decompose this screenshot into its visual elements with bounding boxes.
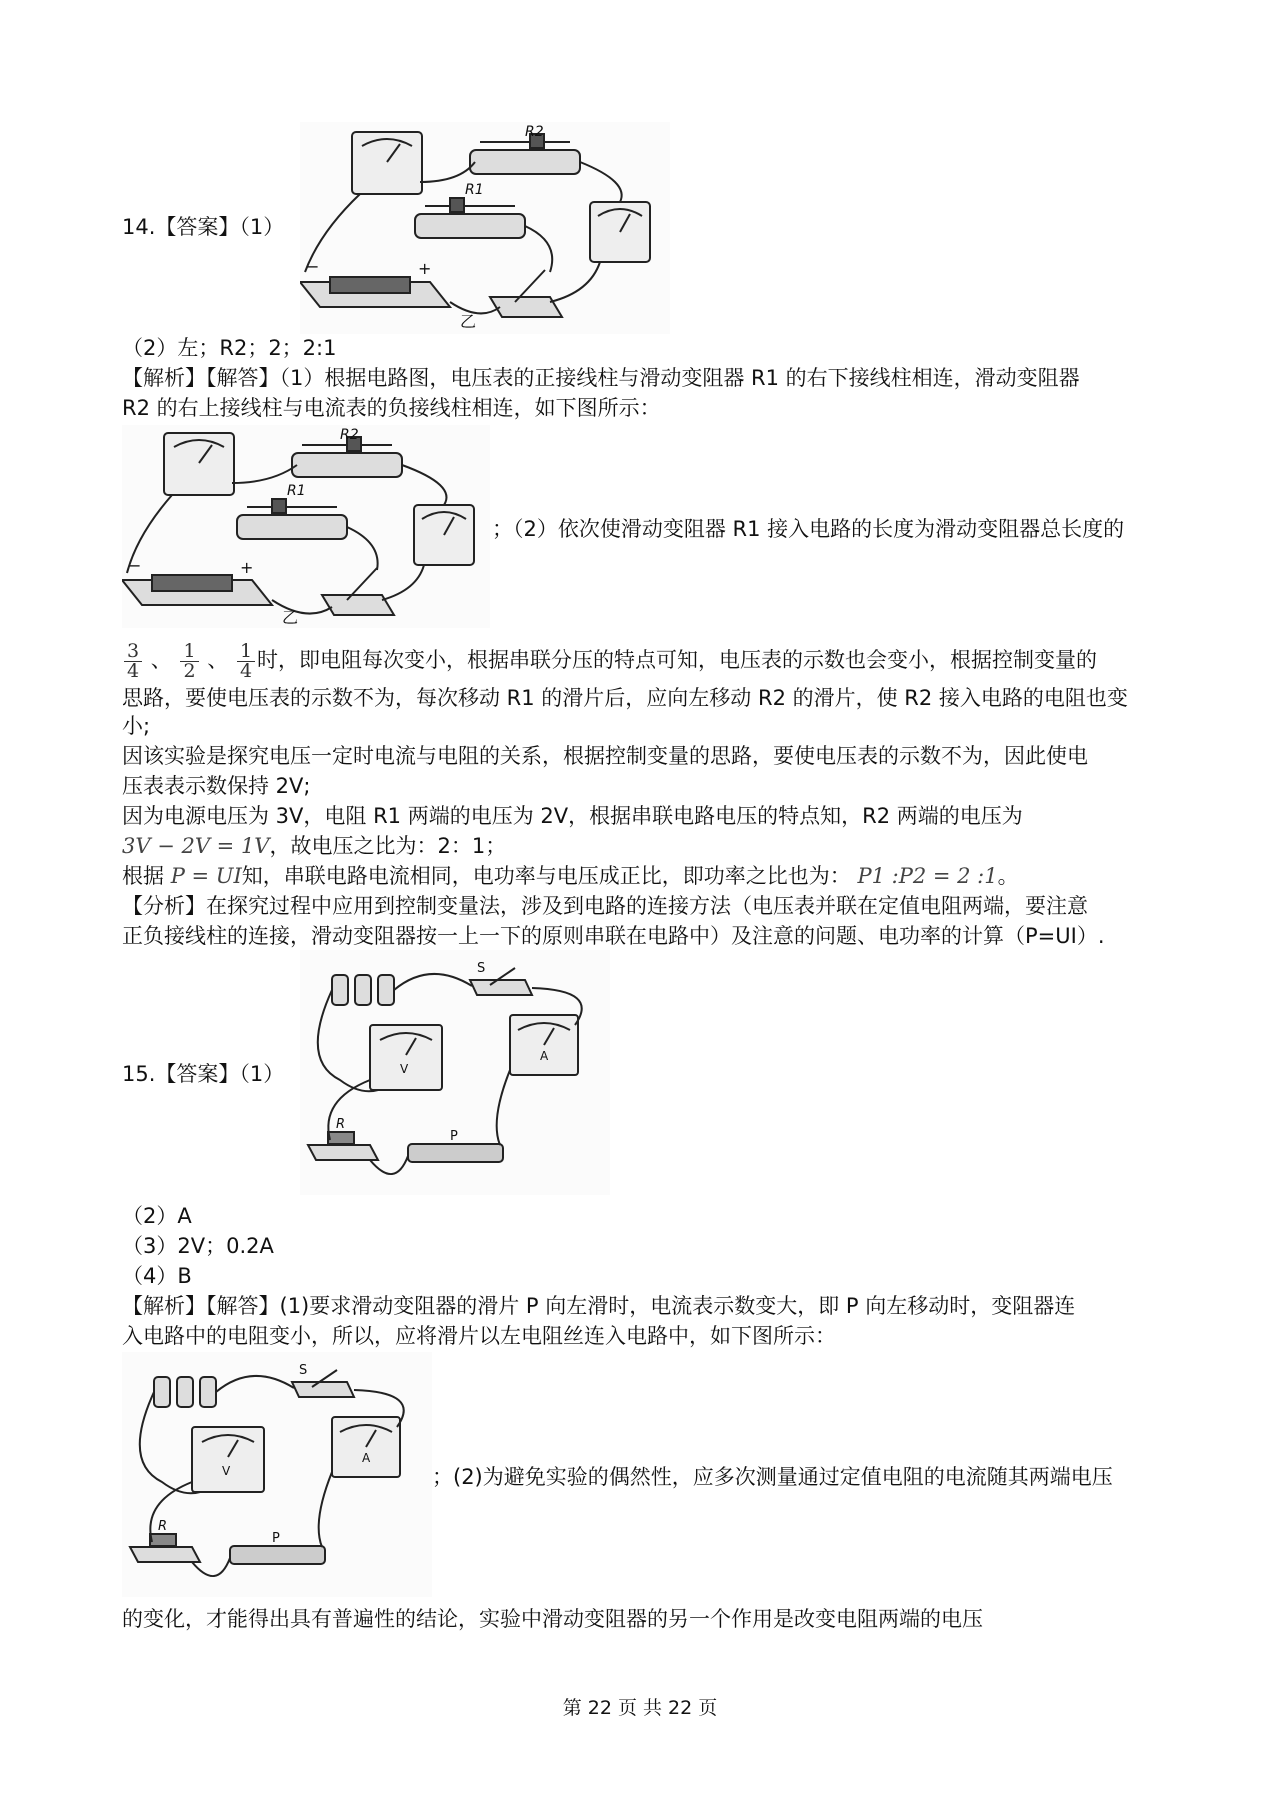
switch-label: S	[299, 1363, 308, 1378]
circuit-figure-q15-analysis	[122, 1352, 432, 1597]
q15-side-text: ；(2)为避免实验的偶然性，应多次测量通过定值电阻的电流随其两端电压	[432, 1465, 1113, 1489]
ammeter-label: A	[540, 1049, 549, 1063]
q14-line-3: 小;	[122, 714, 151, 738]
page-footer: 第 22 页 共 22 页	[562, 1697, 718, 1719]
ammeter-label: A	[362, 1451, 371, 1465]
fraction-3-4: $\frac{3}{4}$	[124, 642, 142, 681]
q14-fraction-line: $\frac{3}{4}$ 、 $\frac{1}{2}$ 、 $\frac{1}{4}$ 时，即电阻每次变小，根据串联分压的特点可知，电压表的示数也会变小，根据控制变量的	[122, 638, 1164, 684]
r1-label: R1	[465, 182, 484, 198]
q14-line-8: 根据 P = UI知，串联电路电流相同，电功率与电压成正比，即功率之比也为： P1 :P2 = 2 :1。	[122, 864, 1019, 888]
q15-answer-3: （3）2V；0.2A	[122, 1234, 274, 1258]
q14-line-2: 思路，要使电压表的示数不为，每次移动 R1 的滑片后，应向左移动 R2 的滑片，使 R2 接入电路的电阻也变	[122, 686, 1128, 710]
circuit-figure-q15-answer	[300, 950, 610, 1195]
q15-answer-4: （4）B	[122, 1264, 192, 1288]
q14-analysis-summary-2: 正负接线柱的连接，滑动变阻器按一上一下的原则串联在电路中）及注意的问题、电功率的计算（P=UI）.	[122, 924, 1105, 948]
r2-label: R2	[340, 427, 359, 443]
q15-answer-2: （2）A	[122, 1204, 192, 1228]
plus-label: +	[240, 558, 254, 577]
q15-analysis-line-2: 入电路中的电阻变小，所以，应将滑片以左电阻丝连入电路中，如下图所示：	[122, 1324, 836, 1348]
voltmeter-label: V	[222, 1464, 231, 1478]
q14-answer-2: （2）左；R2；2；2:1	[122, 336, 337, 360]
fraction-1-4: $\frac{1}{4}$	[237, 642, 255, 681]
q14-answer-label: 14.【答案】（1）	[122, 215, 285, 239]
yi-label: 乙	[460, 312, 477, 331]
q14-line-6: 因为电源电压为 3V，电阻 R1 两端的电压为 2V，根据串联电路电压的特点知，R2 两端的电压为	[122, 804, 1023, 828]
r2-label: R2	[525, 124, 544, 140]
q15-analysis-line-1: 【解析】【解答】(1)要求滑动变阻器的滑片 P 向左滑时，电流表示数变大，即 P 向左移动时，变阻器连	[122, 1294, 1076, 1318]
slider-p-label: P	[272, 1531, 280, 1546]
minus-label: −	[128, 556, 142, 575]
yi-label: 乙	[282, 608, 299, 627]
r1-label: R1	[287, 483, 306, 499]
q15-answer-label: 15.【答案】（1）	[122, 1062, 285, 1086]
slider-p-label: P	[450, 1129, 458, 1144]
fraction-1-2: $\frac{1}{2}$	[180, 642, 198, 681]
resistor-label: R	[336, 1117, 346, 1132]
q14-side-text: ；（2）依次使滑动变阻器 R1 接入电路的长度为滑动变阻器总长度的	[492, 517, 1125, 541]
q14-analysis-line-2: R2 的右上接线柱与电流表的负接线柱相连，如下图所示：	[122, 396, 661, 420]
q14-analysis-line-1: 【解析】【解答】（1）根据电路图，电压表的正接线柱与滑动变阻器 R1 的右下接线柱相连，滑动变阻器	[122, 366, 1080, 390]
voltmeter-label: V	[400, 1062, 409, 1076]
q15-tail-line: 的变化，才能得出具有普遍性的结论，实验中滑动变阻器的另一个作用是改变电阻两端的电压	[122, 1607, 983, 1631]
circuit-figure-q14-analysis	[122, 425, 490, 628]
minus-label: −	[306, 257, 320, 276]
switch-label: S	[477, 961, 486, 976]
q14-line-5: 压表表示数保持 2V;	[122, 774, 311, 798]
q14-line-4: 因该实验是探究电压一定时电流与电阻的关系，根据控制变量的思路，要使电压表的示数不为，因此使电	[122, 744, 1088, 768]
circuit-figure-q14-answer	[300, 122, 670, 334]
plus-label: +	[418, 259, 432, 278]
resistor-label: R	[158, 1519, 168, 1534]
q14-analysis-summary-1: 【分析】在探究过程中应用到控制变量法，涉及到电路的连接方法（电压表并联在定值电阻两端，要注意	[122, 894, 1088, 918]
q14-line-7: 3V − 2V = 1V，故电压之比为：2：1；	[122, 834, 507, 858]
